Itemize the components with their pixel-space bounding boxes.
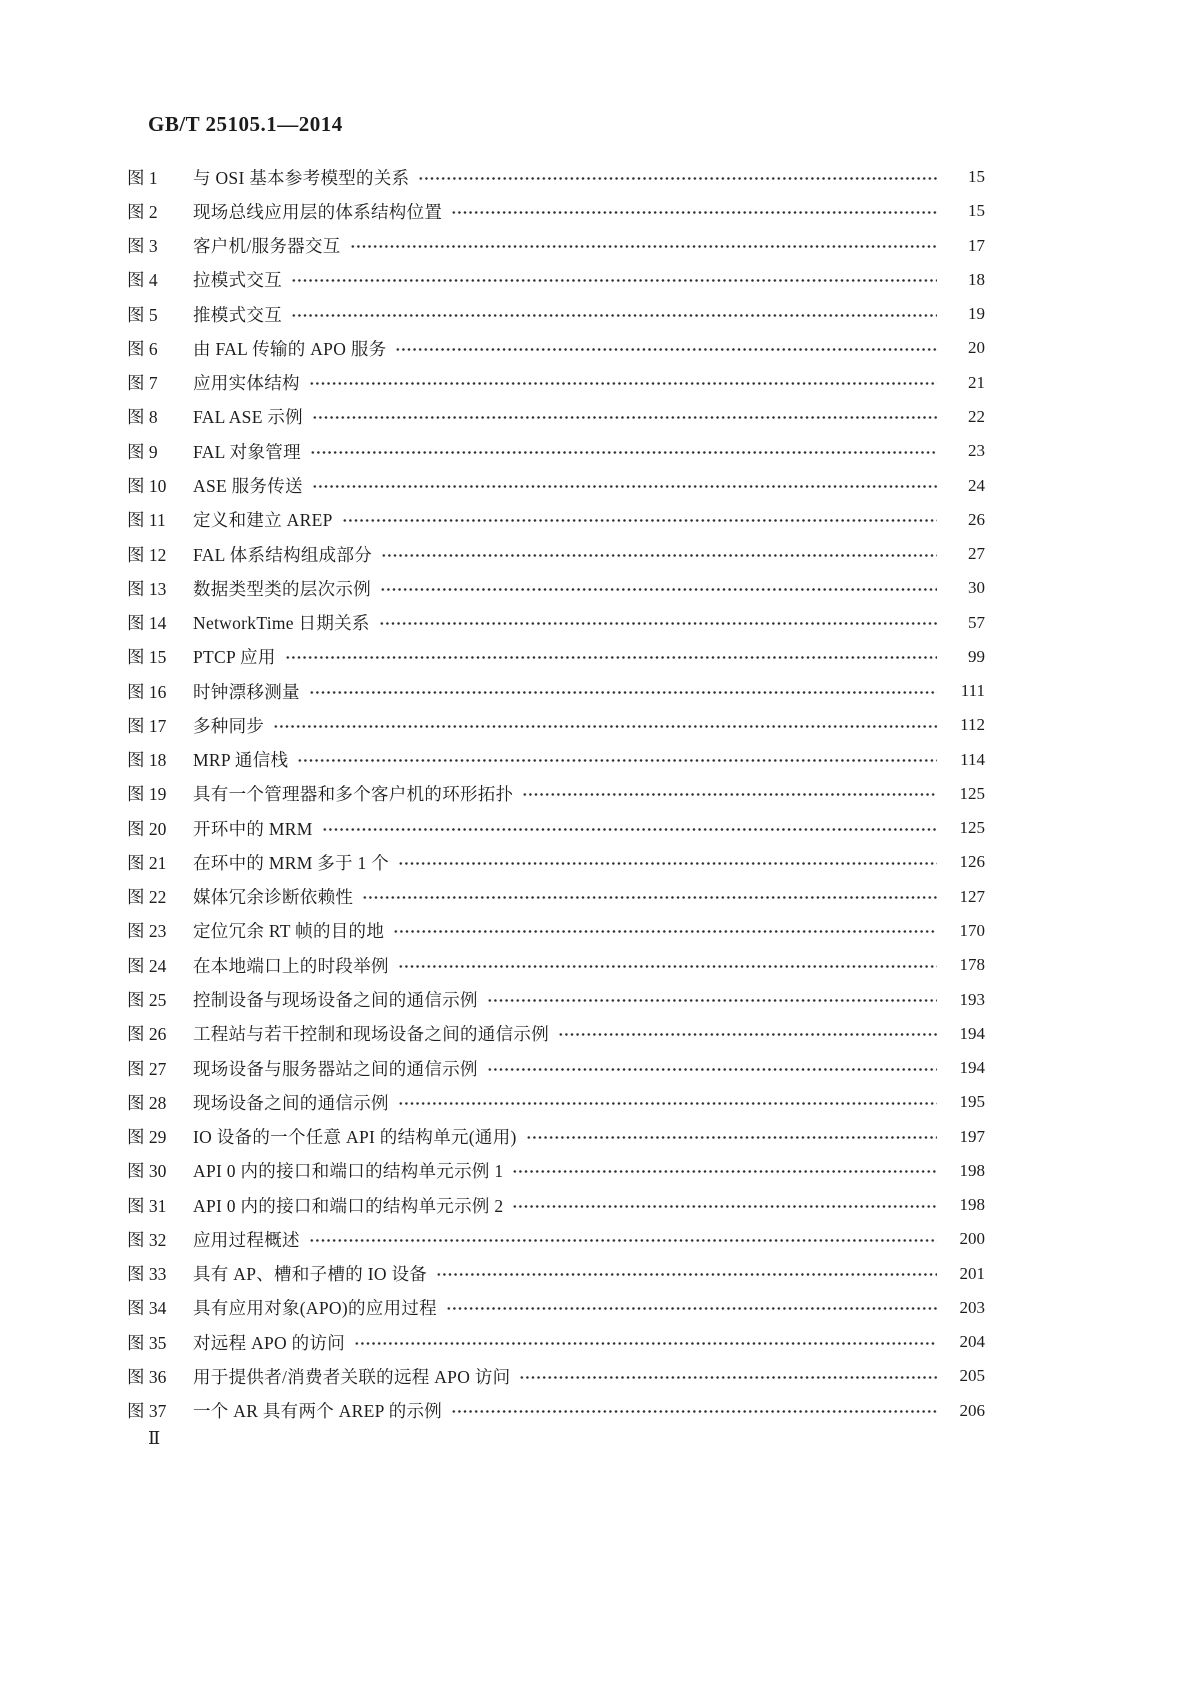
dot-leader (487, 992, 937, 1009)
figure-title: 客户机/服务器交互 (193, 236, 341, 257)
dot-leader (522, 786, 937, 803)
dot-leader (310, 444, 937, 461)
toc-entry (127, 743, 985, 777)
figure-title: 在环中的 MRM 多于 1 个 (193, 852, 390, 873)
figure-title: 定义和建立 AREP (193, 510, 333, 531)
dot-leader (526, 1129, 937, 1146)
figure-label: 图 29 (127, 1127, 167, 1148)
dot-leader (395, 341, 937, 358)
dot-leader (451, 1403, 937, 1420)
page-number: 125 (959, 783, 985, 803)
page-number: 125 (959, 818, 985, 838)
page-number: 111 (960, 681, 985, 701)
figure-title: FAL 体系结构组成部分 (193, 544, 373, 565)
page-number: 170 (959, 920, 985, 940)
toc-entry (127, 1394, 985, 1428)
dot-leader (380, 581, 937, 598)
page-number: 126 (959, 852, 985, 872)
figure-label: 图 2 (127, 201, 158, 222)
figure-title: 推模式交互 (193, 304, 282, 325)
figure-title: 定位冗余 RT 帧的目的地 (193, 921, 385, 942)
figure-label: 图 21 (127, 852, 167, 873)
dot-leader (446, 1300, 937, 1317)
page-number: 204 (959, 1332, 985, 1352)
page-number: 26 (968, 509, 985, 529)
toc-entry (127, 263, 985, 297)
toc-entry (127, 434, 985, 468)
page-number: 17 (968, 235, 985, 255)
dot-leader (350, 238, 937, 255)
page-number: 57 (968, 612, 985, 632)
page-number: 19 (968, 304, 985, 324)
dot-leader (309, 1232, 937, 1249)
figure-label: 图 14 (127, 613, 167, 634)
figure-title: 用于提供者/消费者关联的远程 APO 访问 (193, 1366, 511, 1387)
dot-leader (393, 923, 937, 940)
figure-label: 图 13 (127, 578, 167, 599)
dot-leader (309, 684, 937, 701)
figure-label: 图 7 (127, 373, 158, 394)
toc-entry (127, 160, 985, 194)
dot-leader (354, 1335, 937, 1352)
figure-title: API 0 内的接口和端口的结构单元示例 1 (193, 1161, 504, 1182)
toc-entry (127, 708, 985, 742)
document-standard-number: GB/T 25105.1—2014 (148, 112, 343, 136)
toc-entry (127, 468, 985, 502)
toc-entry (127, 1257, 985, 1291)
page-number: 99 (968, 646, 985, 666)
figure-label: 图 25 (127, 990, 167, 1010)
page-number: 198 (959, 1195, 985, 1215)
figure-label: 图 22 (127, 887, 167, 908)
figure-title: 应用过程概述 (193, 1229, 300, 1250)
dot-leader (398, 958, 937, 975)
figure-label: 图 5 (127, 304, 158, 325)
figure-label: 图 36 (127, 1366, 167, 1387)
page-number: 23 (968, 441, 985, 461)
figure-title: API 0 内的接口和端口的结构单元示例 2 (193, 1195, 504, 1216)
toc-entry (127, 366, 985, 400)
page-number: 15 (968, 167, 985, 187)
dot-leader (451, 204, 937, 221)
toc-entry (127, 194, 985, 228)
page-number: 15 (968, 201, 985, 221)
toc-entry (127, 777, 985, 811)
page-number: 127 (959, 886, 985, 906)
page-number: 201 (959, 1263, 985, 1283)
dot-leader (379, 615, 937, 632)
toc-entry (127, 1291, 985, 1325)
dot-leader (512, 1163, 937, 1180)
figure-title: 数据类型类的层次示例 (193, 578, 371, 599)
figure-label: 图 24 (127, 955, 167, 976)
toc-entry (127, 1085, 985, 1119)
figure-label: 图 27 (127, 1058, 167, 1079)
figure-title: 具有一个管理器和多个客户机的环形拓扑 (193, 784, 514, 805)
figure-label: 图 1 (127, 167, 158, 188)
figure-title: 具有 AP、槽和子槽的 IO 设备 (193, 1264, 428, 1285)
figure-label: 图 35 (127, 1332, 167, 1353)
toc-entry (127, 1359, 985, 1393)
figure-label: 图 15 (127, 647, 167, 668)
figure-title: 现场总线应用层的体系结构位置 (193, 201, 443, 222)
figure-label: 图 31 (127, 1195, 167, 1216)
dot-leader (558, 1026, 937, 1043)
figure-title: MRP 通信栈 (193, 750, 289, 771)
figure-title: 工程站与若干控制和现场设备之间的通信示例 (193, 1024, 549, 1045)
page-number: 18 (968, 269, 985, 289)
dot-leader (519, 1369, 937, 1386)
figure-label: 图 3 (127, 236, 158, 257)
dot-leader (398, 855, 937, 872)
toc-entry (127, 605, 985, 639)
figure-label: 图 19 (127, 784, 167, 805)
dot-leader (291, 307, 937, 324)
page-number: 27 (968, 544, 985, 564)
figure-title: PTCP 应用 (193, 647, 276, 668)
page-number: 22 (968, 406, 985, 426)
figure-title: 在本地端口上的时段举例 (193, 955, 389, 976)
page-number: 178 (959, 955, 985, 975)
toc-entry (127, 845, 985, 879)
toc-entry (127, 571, 985, 605)
figure-label: 图 30 (127, 1161, 167, 1182)
toc-entry (127, 297, 985, 331)
toc-entry (127, 400, 985, 434)
figure-label: 图 18 (127, 750, 167, 771)
page-number: 205 (959, 1366, 985, 1386)
figure-title: ASE 服务传送 (193, 476, 303, 497)
toc-entry (127, 1119, 985, 1153)
page-number: 21 (968, 372, 985, 392)
figure-label: 图 10 (127, 476, 167, 497)
figure-label: 图 16 (127, 681, 167, 702)
dot-leader (285, 649, 937, 666)
toc-entry (127, 880, 985, 914)
toc-entry (127, 537, 985, 571)
dot-leader (418, 170, 937, 187)
toc-entry (127, 229, 985, 263)
figure-title: 由 FAL 传输的 APO 服务 (193, 338, 387, 359)
figure-label: 图 8 (127, 407, 158, 428)
toc-entry (127, 1154, 985, 1188)
figure-title: FAL 对象管理 (193, 441, 301, 462)
toc-entry (127, 811, 985, 845)
figure-title: IO 设备的一个任意 API 的结构单元(通用) (193, 1127, 517, 1148)
figure-title: 现场设备与服务器站之间的通信示例 (193, 1058, 478, 1079)
figure-title: 媒体冗余诊断依赖性 (193, 887, 354, 908)
page-number: 194 (959, 1023, 985, 1043)
figure-label: 图 4 (127, 270, 158, 291)
figure-label: 图 32 (127, 1229, 167, 1250)
toc-entry (127, 1051, 985, 1085)
list-of-figures (127, 160, 985, 1428)
page-number: 195 (959, 1092, 985, 1112)
figure-title: 多种同步 (193, 715, 265, 736)
dot-leader (512, 1198, 937, 1215)
page-number: 24 (968, 475, 985, 495)
dot-leader (291, 272, 937, 289)
figure-title: 应用实体结构 (193, 373, 300, 394)
figure-title: 控制设备与现场设备之间的通信示例 (193, 990, 478, 1010)
dot-leader (312, 478, 937, 495)
dot-leader (309, 375, 937, 392)
figure-title: 开环中的 MRM (193, 818, 313, 839)
figure-title: 时钟漂移测量 (193, 681, 300, 702)
figure-label: 图 23 (127, 921, 167, 942)
dot-leader (297, 752, 937, 769)
figure-title: 一个 AR 具有两个 AREP 的示例 (193, 1401, 443, 1422)
dot-leader (312, 409, 937, 426)
page-number: 200 (959, 1229, 985, 1249)
toc-entry (127, 914, 985, 948)
toc-entry (127, 640, 985, 674)
figure-title: 对远程 APO 的访问 (193, 1332, 346, 1353)
page-number: 197 (959, 1126, 985, 1146)
figure-label: 图 26 (127, 1024, 167, 1045)
toc-entry (127, 1222, 985, 1256)
toc-entry (127, 982, 985, 1016)
figure-label: 图 9 (127, 441, 158, 462)
toc-entry (127, 331, 985, 365)
dot-leader (273, 718, 937, 735)
figure-label: 图 11 (127, 510, 166, 531)
footer-page-number: Ⅱ (148, 1428, 161, 1448)
dot-leader (381, 547, 937, 564)
figure-label: 图 12 (127, 544, 167, 565)
page-number: 193 (959, 989, 985, 1009)
toc-entry (127, 1188, 985, 1222)
page-number: 30 (968, 578, 985, 598)
dot-leader (487, 1061, 937, 1078)
dot-leader (398, 1095, 937, 1112)
figure-title: 拉模式交互 (193, 270, 282, 291)
toc-entry (127, 1325, 985, 1359)
page-number: 206 (959, 1400, 985, 1420)
dot-leader (322, 821, 937, 838)
dot-leader (436, 1266, 937, 1283)
page-number: 203 (959, 1297, 985, 1317)
figure-label: 图 28 (127, 1092, 167, 1113)
page-number: 198 (959, 1160, 985, 1180)
page-number: 114 (960, 749, 985, 769)
dot-leader (342, 512, 937, 529)
figure-label: 图 6 (127, 338, 158, 359)
page-number: 20 (968, 338, 985, 358)
page-number: 194 (959, 1058, 985, 1078)
figure-label: 图 20 (127, 818, 167, 839)
figure-title: 现场设备之间的通信示例 (193, 1092, 389, 1113)
toc-entry (127, 674, 985, 708)
figure-label: 图 33 (127, 1264, 167, 1285)
figure-title: 与 OSI 基本参考模型的关系 (193, 167, 410, 188)
figure-title: NetworkTime 日期关系 (193, 613, 370, 634)
figure-title: 具有应用对象(APO)的应用过程 (193, 1298, 437, 1319)
figure-label: 图 37 (127, 1401, 167, 1422)
dot-leader (362, 889, 937, 906)
toc-entry (127, 1017, 985, 1051)
figure-label: 图 17 (127, 715, 167, 736)
page-number: 112 (960, 715, 985, 735)
figure-label: 图 34 (127, 1298, 167, 1319)
figure-title: FAL ASE 示例 (193, 407, 303, 428)
toc-entry (127, 948, 985, 982)
toc-entry (127, 503, 985, 537)
